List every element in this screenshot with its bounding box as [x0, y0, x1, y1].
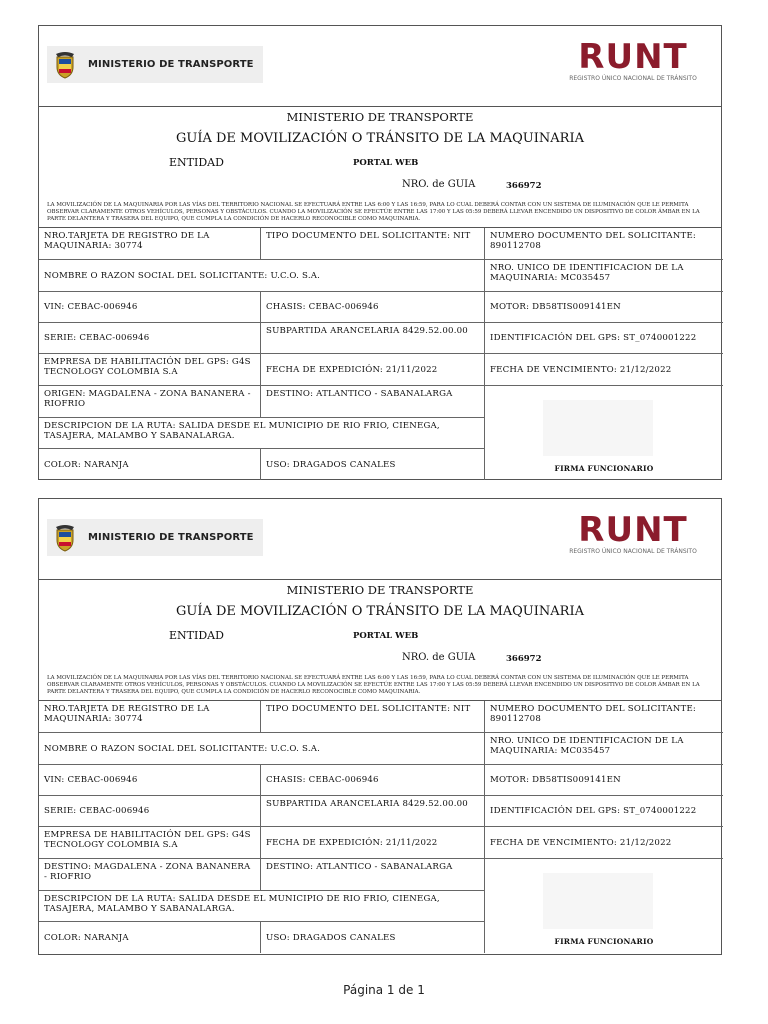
- coat-of-arms-icon: [54, 524, 76, 552]
- route-description-field: DESCRIPCION DE LA RUTA: SALIDA DESDE EL MUNICIPIO DE RIO FRIO, CIENEGA, TASAJERA, MALAMBO Y SABANALARGA.: [39, 891, 485, 922]
- use-field: USO: DRAGADOS CANALES: [261, 922, 485, 953]
- expiry-date-field: FECHA DE VENCIMIENTO: 21/12/2022: [485, 354, 723, 386]
- signature-area: [543, 873, 653, 929]
- ministry-logo: [47, 519, 263, 556]
- runt-logo: [563, 37, 703, 82]
- signature-label: FIRMA FUNCIONARIO: [554, 937, 654, 946]
- runt-logo-text: RUNT: [578, 37, 688, 77]
- registration-card-field: NRO.TARJETA DE REGISTRO DE LA MAQUINARIA: 30774: [39, 228, 261, 260]
- applicant-doc-type-field: TIPO DOCUMENTO DEL SOLICITANTE: NIT: [261, 228, 485, 260]
- document-subtitle: GUÍA DE MOVILIZACIÓN O TRÁNSITO DE LA MAQUINARIA: [176, 604, 584, 619]
- signature-box: [485, 859, 723, 953]
- gps-company-field: EMPRESA DE HABILITACIÓN DEL GPS: G4S TECNOLOGY COLOMBIA S.A: [39, 827, 261, 859]
- entidad-label: ENTIDAD: [169, 156, 224, 169]
- chassis-field: CHASIS: CEBAC-006946: [261, 292, 485, 323]
- disclaimer-text: LA MOVILIZACIÓN DE LA MAQUINARIA POR LAS VÍAS DEL TERRITORIO NACIONAL SE EFECTUARÁ ENTRE LAS 6:00 Y LAS 16:59, PARA LO CUAL DEBERÁ CONTAR CON UN SISTEMA DE ILUMINACIÓN QUE LE PERMITA OBSERVAR CLARAMENTE OTROS VEHÍCULOS, PERSONAS Y OBSTÁCULOS. CUANDO LA MOVILIZACIÓN SE EFECTÚE ENTRE LAS 17:00 Y LAS 05:59 DEBERÁ LLEVAR ENCENDIDO UN DISPOSITIVO DE COLOR ÁMBAR EN LA PARTE DELANTERA Y TRASERA DEL EQUIPO, QUE CUMPLA LA CONDICIÓN DE HACERLO RECONOCIBLE COMO MAQUINARIA.: [47, 675, 700, 695]
- document-header: [39, 499, 721, 580]
- applicant-doc-type-field: TIPO DOCUMENTO DEL SOLICITANTE: NIT: [261, 701, 485, 733]
- issue-date-field: FECHA DE EXPEDICIÓN: 21/11/2022: [261, 354, 485, 386]
- page-number: Página 1 de 1: [343, 983, 425, 997]
- ministry-logo-text: MINISTERIO DE TRANSPORTE: [88, 532, 254, 543]
- route-description-field: DESCRIPCION DE LA RUTA: SALIDA DESDE EL MUNICIPIO DE RIO FRIO, CIENEGA, TASAJERA, MALAMBO Y SABANALARGA.: [39, 418, 485, 449]
- runt-logo-text: RUNT: [578, 510, 688, 550]
- engine-field: MOTOR: DB58TIS009141EN: [485, 765, 723, 796]
- engine-field: MOTOR: DB58TIS009141EN: [485, 292, 723, 323]
- origin-field: DESTINO: MAGDALENA - ZONA BANANERA - RIOFRIO: [39, 859, 261, 891]
- origin-field: ORIGEN: MAGDALENA - ZONA BANANERA - RIOFRIO: [39, 386, 261, 418]
- applicant-name-field: NOMBRE O RAZON SOCIAL DEL SOLICITANTE: U.C.O. S.A.: [39, 733, 485, 765]
- issue-date-field: FECHA DE EXPEDICIÓN: 21/11/2022: [261, 827, 485, 859]
- gps-id-field: IDENTIFICACIÓN DEL GPS: ST_0740001222: [485, 796, 723, 827]
- serial-field: SERIE: CEBAC-006946: [39, 323, 261, 354]
- guia-label: NRO. de GUIA: [402, 652, 476, 663]
- ministry-logo-text: MINISTERIO DE TRANSPORTE: [88, 59, 254, 70]
- runt-logo-subtitle: REGISTRO ÚNICO NACIONAL DE TRÁNSITO: [569, 75, 697, 82]
- guia-number: 366972: [506, 654, 542, 664]
- data-grid: [39, 227, 721, 481]
- vin-field: VIN: CEBAC-006946: [39, 292, 261, 323]
- entidad-value: PORTAL WEB: [353, 631, 419, 641]
- ministry-logo: [47, 46, 263, 83]
- chassis-field: CHASIS: CEBAC-006946: [261, 765, 485, 796]
- destination-field: DESTINO: ATLANTICO - SABANALARGA: [261, 859, 485, 891]
- guia-number: 366972: [506, 181, 542, 191]
- entidad-label: ENTIDAD: [169, 629, 224, 642]
- document-header: [39, 26, 721, 107]
- vin-field: VIN: CEBAC-006946: [39, 765, 261, 796]
- entidad-value: PORTAL WEB: [353, 158, 419, 168]
- runt-logo-subtitle: REGISTRO ÚNICO NACIONAL DE TRÁNSITO: [569, 548, 697, 555]
- guide-copy-1: [38, 25, 722, 480]
- document-title: MINISTERIO DE TRANSPORTE: [286, 110, 474, 124]
- guia-label: NRO. de GUIA: [402, 179, 476, 190]
- document-subtitle: GUÍA DE MOVILIZACIÓN O TRÁNSITO DE LA MAQUINARIA: [176, 131, 584, 146]
- tariff-subheading-field: SUBPARTIDA ARANCELARIA 8429.52.00.00: [261, 796, 485, 827]
- expiry-date-field: FECHA DE VENCIMIENTO: 21/12/2022: [485, 827, 723, 859]
- registration-card-field: NRO.TARJETA DE REGISTRO DE LA MAQUINARIA: 30774: [39, 701, 261, 733]
- signature-box: [485, 386, 723, 480]
- tariff-subheading-field: SUBPARTIDA ARANCELARIA 8429.52.00.00: [261, 323, 485, 354]
- gps-id-field: IDENTIFICACIÓN DEL GPS: ST_0740001222: [485, 323, 723, 354]
- applicant-name-field: NOMBRE O RAZON SOCIAL DEL SOLICITANTE: U.C.O. S.A.: [39, 260, 485, 292]
- applicant-doc-number-field: NUMERO DOCUMENTO DEL SOLICITANTE: 890112708: [485, 701, 723, 733]
- gps-company-field: EMPRESA DE HABILITACIÓN DEL GPS: G4S TECNOLOGY COLOMBIA S.A: [39, 354, 261, 386]
- coat-of-arms-icon: [54, 51, 76, 79]
- disclaimer-text: LA MOVILIZACIÓN DE LA MAQUINARIA POR LAS VÍAS DEL TERRITORIO NACIONAL SE EFECTUARÁ ENTRE LAS 6:00 Y LAS 16:59, PARA LO CUAL DEBERÁ CONTAR CON UN SISTEMA DE ILUMINACIÓN QUE LE PERMITA OBSERVAR CLARAMENTE OTROS VEHÍCULOS, PERSONAS Y OBSTÁCULOS. CUANDO LA MOVILIZACIÓN SE EFECTÚE ENTRE LAS 17:00 Y LAS 05:59 DEBERÁ LLEVAR ENCENDIDO UN DISPOSITIVO DE COLOR ÁMBAR EN LA PARTE DELANTERA Y TRASERA DEL EQUIPO, QUE CUMPLA LA CONDICIÓN DE HACERLO RECONOCIBLE COMO MAQUINARIA.: [47, 202, 700, 222]
- serial-field: SERIE: CEBAC-006946: [39, 796, 261, 827]
- destination-field: DESTINO: ATLANTICO - SABANALARGA: [261, 386, 485, 418]
- color-field: COLOR: NARANJA: [39, 922, 261, 953]
- applicant-doc-number-field: NUMERO DOCUMENTO DEL SOLICITANTE: 890112708: [485, 228, 723, 260]
- document-title: MINISTERIO DE TRANSPORTE: [286, 583, 474, 597]
- runt-logo: [563, 510, 703, 555]
- machine-unique-id-field: NRO. UNICO DE IDENTIFICACION DE LA MAQUINARIA: MC035457: [485, 733, 723, 765]
- data-grid: [39, 700, 721, 954]
- use-field: USO: DRAGADOS CANALES: [261, 449, 485, 480]
- signature-label: FIRMA FUNCIONARIO: [554, 464, 654, 473]
- signature-area: [543, 400, 653, 456]
- guide-copy-2: [38, 498, 722, 955]
- machine-unique-id-field: NRO. UNICO DE IDENTIFICACION DE LA MAQUINARIA: MC035457: [485, 260, 723, 292]
- color-field: COLOR: NARANJA: [39, 449, 261, 480]
